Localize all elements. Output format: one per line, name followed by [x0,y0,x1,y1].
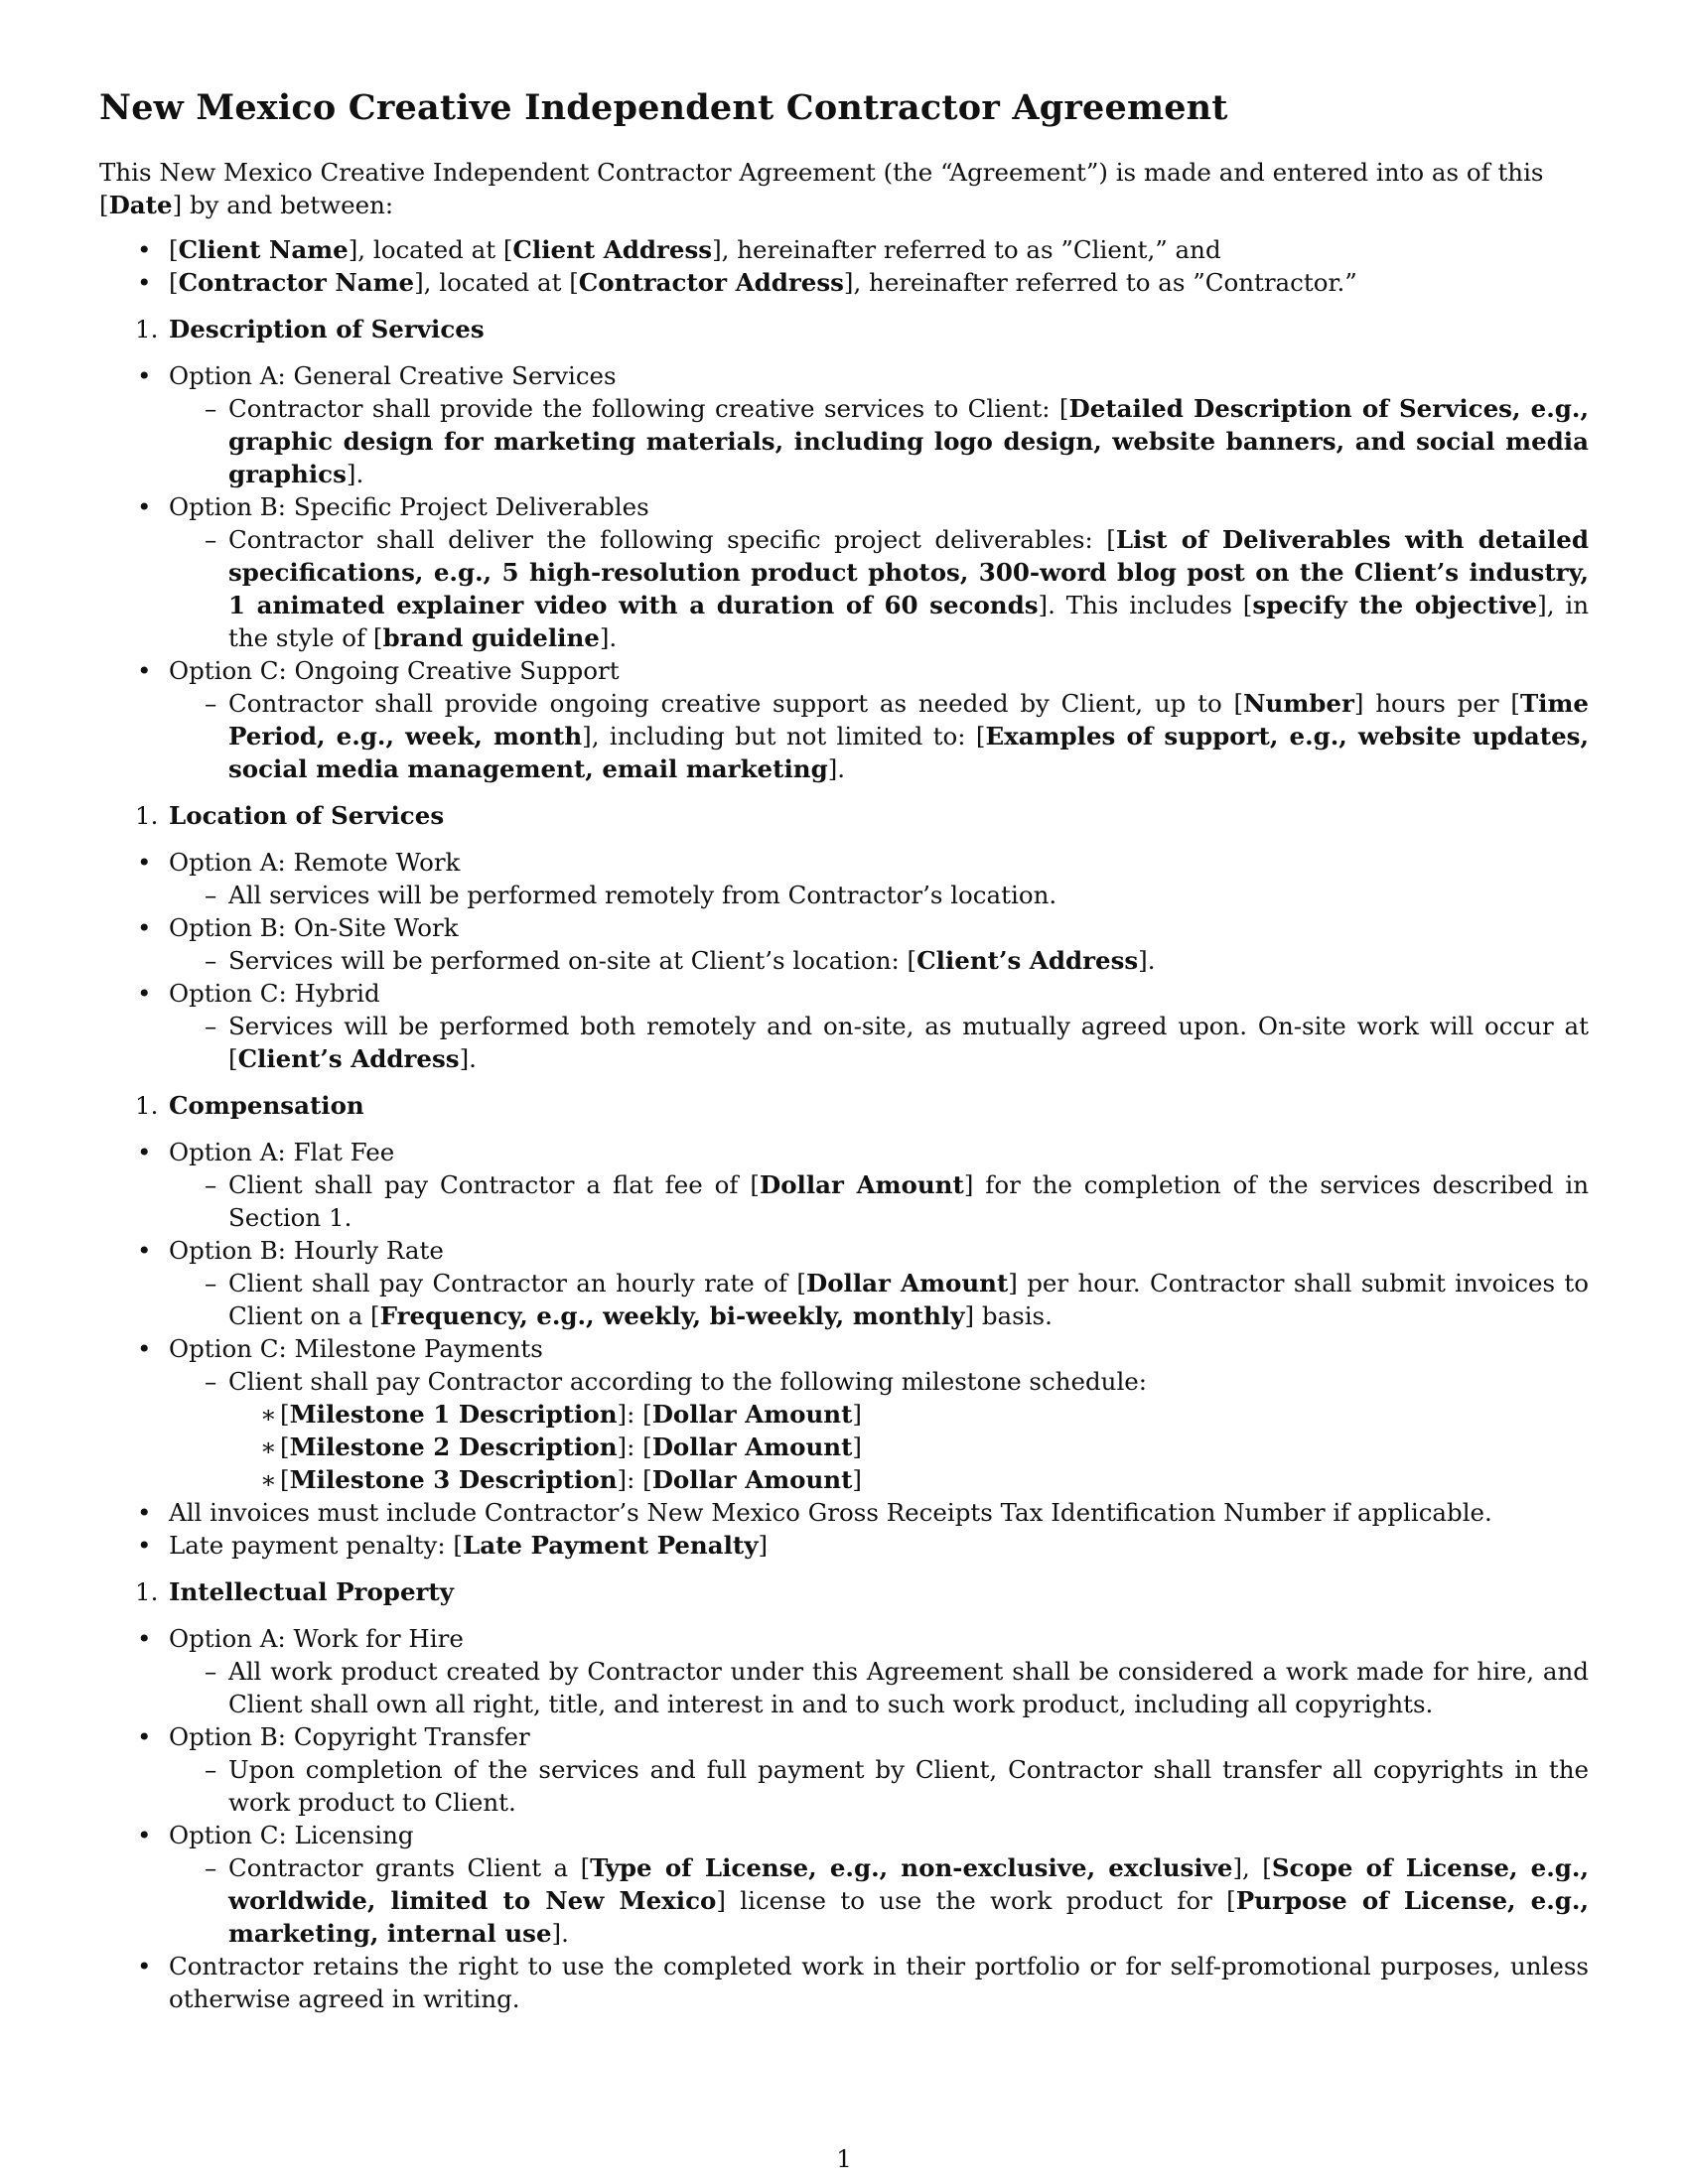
list-item: • Option A: Flat Fee – Client shall pay Contractor a flat fee of [Dollar Amount] for the completion of the services described in Section 1. [99,1136,1589,1234]
list-item: • Option B: Specific Project Deliverables – Contractor shall deliver the following specific project deliverables: [List of Deliverables with detailed specifications, e.g., 5 high-resolution product photos, 300-word blog post on the Client’s industry, 1 animated explainer video with a duration of 60 seconds]. This includes [specify the objective], in the style of [brand guideline]. [99,490,1589,654]
list-item: – Contractor shall provide ongoing creative support as needed by Client, up to [Number] hours per [Time Period, e.g., week, month], including but not limited to: [Examples of support, e.g., website updates, social media management, email marketing]. [169,687,1589,785]
list-item: – All work product created by Contractor under this Agreement shall be considered a work made for hire, and Client shall own all right, title, and interest in and to such work product, including all copyrights. [169,1655,1589,1720]
list-item: – Upon completion of the services and full payment by Client, Contractor shall transfer all copyrights in the work product to Client. [169,1753,1589,1819]
compensation-options [99,1136,1589,1562]
list-item: • Option B: Hourly Rate – Client shall pay Contractor an hourly rate of [Dollar Amount] per hour. Contractor shall submit invoices to Client on a [Frequency, e.g., weekly, bi-weekly, monthly] basis. [99,1234,1589,1332]
location-options [99,846,1589,1075]
list-item: • Option A: Work for Hire – All work product created by Contractor under this Agreement shall be considered a work made for hire, and Client shall own all right, title, and interest in and to such work product, including all copyrights. [99,1622,1589,1720]
section-heading-location: 1. Location of Services [135,801,445,830]
party-client: • [Client Name], located at [Client Address], hereinafter referred to as ”Client,” and [99,233,1589,266]
list-item: – Contractor grants Client a [Type of License, e.g., non-exclusive, exclusive], [Scope of License, e.g., worldwide, limited to New Mexico] license to use the work product for [Purpose of License, e.g., marketing, internal use]. [169,1851,1589,1950]
list-item: • Option C: Licensing – Contractor grants Client a [Type of License, e.g., non-exclusive, exclusive], [Scope of License, e.g., worldwide, limited to New Mexico] license to use the work product for [Purpose of License, e.g., marketing, internal use]. [99,1819,1589,1950]
party-contractor: • [Contractor Name], located at [Contractor Address], hereinafter referred to as ”Contractor.” [99,266,1589,299]
milestone-item: ∗ [Milestone 1 Description]: [Dollar Amount] [228,1398,1589,1431]
section-heading-ip: 1. Intellectual Property [135,1577,454,1606]
list-item: • Option B: On-Site Work – Services will be performed on-site at Client’s location: [Client’s Address]. [99,911,1589,977]
milestone-item: ∗ [Milestone 2 Description]: [Dollar Amount] [228,1431,1589,1463]
list-item: • Option A: Remote Work – All services will be performed remotely from Contractor’s location. [99,846,1589,911]
list-item: – All services will be performed remotely from Contractor’s location. [169,879,1589,911]
list-item: • Late payment penalty: [Late Payment Penalty] [99,1529,1589,1562]
list-item: • Option C: Milestone Payments – Client shall pay Contractor according to the following milestone schedule: ∗ [Milestone 1 Description]: [Dollar Amount] ∗ [Milestone 2 Description]: [Dollar Amount] ∗ [Milestone 3 Description]: [Dollar Amount] [99,1332,1589,1496]
milestone-item: ∗ [Milestone 3 Description]: [Dollar Amount] [228,1463,1589,1496]
list-item: • Option B: Copyright Transfer – Upon completion of the services and full payment by Client, Contractor shall transfer all copyrights in the work product to Client. [99,1720,1589,1819]
document-page [99,87,1589,2015]
list-item: • All invoices must include Contractor’s New Mexico Gross Receipts Tax Identification Number if applicable. [99,1496,1589,1529]
section-heading-services: 1. Description of Services [135,315,485,343]
list-item: – Contractor shall deliver the following specific project deliverables: [List of Deliverables with detailed specifications, e.g., 5 high-resolution product photos, 300-word blog post on the Client’s industry, 1 animated explainer video with a duration of 60 seconds]. This includes [specify the objective], in the style of [brand guideline]. [169,523,1589,654]
intro-paragraph: This New Mexico Creative Independent Contractor Agreement (the “Agreement”) is made and entered into as of this [Date] by and between: [99,158,1544,219]
list-item: – Services will be performed on-site at Client’s location: [Client’s Address]. [169,944,1589,977]
services-options [99,359,1589,785]
list-item: • Contractor retains the right to use the completed work in their portfolio or for self-promotional purposes, unless otherwise agreed in writing. [99,1950,1589,2015]
document-title: New Mexico Creative Independent Contractor Agreement [99,87,1228,128]
list-item: • Option C: Ongoing Creative Support – Contractor shall provide ongoing creative support as needed by Client, up to [Number] hours per [Time Period, e.g., week, month], including but not limited to: [Examples of support, e.g., website updates, social media management, email marketing]. [99,654,1589,785]
section-heading-compensation: 1. Compensation [135,1091,364,1120]
date-placeholder: Date [108,191,173,219]
milestone-list [228,1398,1589,1496]
list-item: – Client shall pay Contractor a flat fee of [Dollar Amount] for the completion of the services described in Section 1. [169,1168,1589,1234]
list-item: • Option A: General Creative Services – Contractor shall provide the following creative services to Client: [Detailed Description of Services, e.g., graphic design for marketing materials, including logo design, website banners, and social media graphics]. [99,359,1589,490]
list-item: – Client shall pay Contractor an hourly rate of [Dollar Amount] per hour. Contractor shall submit invoices to Client on a [Frequency, e.g., weekly, bi-weekly, monthly] basis. [169,1267,1589,1332]
list-item: • Option C: Hybrid – Services will be performed both remotely and on-site, as mutually agreed upon. On-site work will occur at [Client’s Address]. [99,977,1589,1075]
page-number: 1 [836,2144,852,2173]
list-item: – Services will be performed both remotely and on-site, as mutually agreed upon. On-site work will occur at [Client’s Address]. [169,1010,1589,1075]
list-item: – Client shall pay Contractor according to the following milestone schedule: ∗ [Milestone 1 Description]: [Dollar Amount] ∗ [Milestone 2 Description]: [Dollar Amount] ∗ [Milestone 3 Description]: [Dollar Amount] [169,1365,1589,1496]
parties-list [99,233,1589,299]
list-item: – Contractor shall provide the following creative services to Client: [Detailed Description of Services, e.g., graphic design for marketing materials, including logo design, website banners, and social media graphics]. [169,392,1589,490]
ip-options [99,1622,1589,2015]
